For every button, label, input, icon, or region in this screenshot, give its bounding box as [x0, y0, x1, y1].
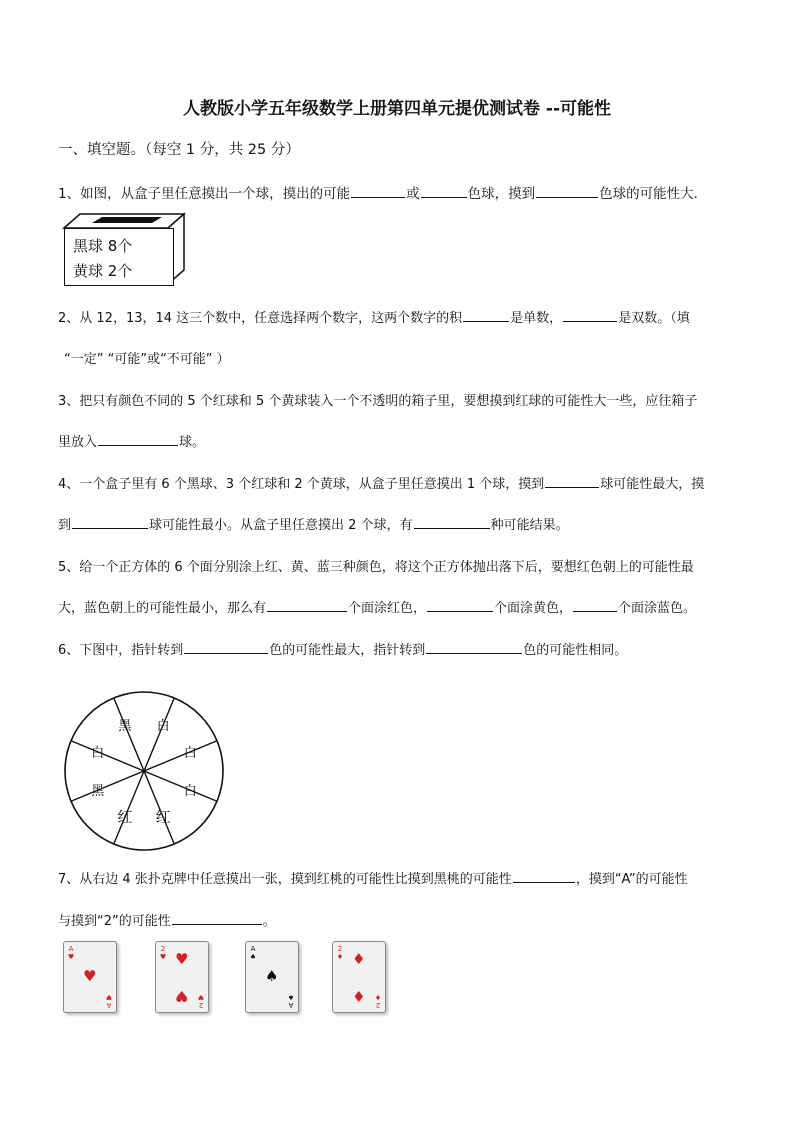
card-corner-bottom: 2 ♥ — [197, 993, 205, 1009]
spinner-sector-label: 白 — [91, 745, 105, 761]
card-corner-top: A ♥ — [67, 945, 75, 961]
spinner-sector-label: 黑 — [91, 784, 105, 800]
question-6 — [58, 639, 627, 658]
section-heading: 一、填空题。（每空 1 分，共 25 分） — [58, 142, 300, 158]
playing-card — [332, 941, 386, 1013]
q2-blank-1[interactable] — [463, 308, 509, 322]
q4-line2-prefix: 到 — [58, 518, 72, 533]
q1-suffix: 色球的可能性大. — [599, 186, 698, 202]
question-4-line-2 — [58, 514, 569, 533]
q1-blank-2[interactable] — [421, 184, 467, 198]
question-3-line-2 — [58, 431, 205, 450]
q7-blank-1[interactable] — [513, 869, 575, 883]
card-corner-bottom: A ♠ — [287, 993, 295, 1009]
q5-blank-2[interactable] — [427, 598, 493, 612]
q4-blank-2[interactable] — [72, 515, 148, 529]
q4-line2-mid: 球可能性最小。从盒子里任意摸出 2 个球，有 — [149, 518, 413, 533]
q4-prefix: 4、一个盒子里有 6 个黑球、3 个红球和 2 个黄球，从盒子里任意摸出 1 个球，摸到 — [58, 477, 545, 492]
q4-line2-suffix: 种可能结果。 — [490, 518, 569, 533]
question-5-line-1: 5、给一个正方体的 6 个面分别涂上红、黄、蓝三种颜色，将这个正方体抛出落下后，要想红色朝上的可能性最 — [58, 560, 694, 575]
q6-prefix: 6、下图中，指针转到 — [58, 643, 184, 658]
q2-prefix: 2、从 12，13，14 这三个数中，任意选择两个数字，这两个数字的积 — [58, 311, 463, 326]
q4-suffix-1: 球可能性最大，摸 — [600, 477, 705, 492]
question-7-line-2 — [58, 910, 276, 929]
q2-mid: 是单数， — [510, 311, 563, 326]
card-suit-pip: ♠ — [265, 967, 279, 985]
q5-prefix: 大，蓝色朝上的可能性最小，那么有 — [58, 601, 267, 616]
q4-blank-3[interactable] — [414, 515, 490, 529]
q6-suffix: 色的可能性相同。 — [523, 643, 628, 658]
q5-blank-1[interactable] — [267, 598, 347, 612]
card-suit-pip: ♥ — [175, 987, 189, 1005]
q2-blank-2[interactable] — [563, 308, 617, 322]
q6-blank-2[interactable] — [426, 640, 522, 654]
q6-mid: 色的可能性最大，指针转到 — [269, 643, 426, 658]
q7-blank-2[interactable] — [172, 911, 262, 925]
spinner-sector-label: 红 — [117, 808, 133, 827]
box-line-yellow: 黄球 2个 — [73, 262, 133, 280]
q3-prefix: 里放入 — [58, 435, 98, 450]
q5-blank-3[interactable] — [573, 598, 617, 612]
spinner-sector-label: 黑 — [118, 718, 132, 734]
card-corner-top: A ♠ — [249, 945, 257, 961]
q3-suffix: 球。 — [179, 435, 206, 450]
q1-mid2: 色球，摸到 — [467, 186, 536, 202]
q2-suffix: 是双数。（填 — [618, 311, 690, 326]
card-corner-top: 2 ♥ — [159, 945, 167, 961]
q5-mid2: 个面涂黄色， — [494, 601, 573, 616]
card-suit-pip: ♦ — [352, 950, 366, 968]
q7-line2-suffix: 。 — [262, 914, 276, 929]
question-1 — [58, 182, 698, 202]
spinner-sector-label: 白 — [156, 718, 170, 734]
q7-suffix-1: ，摸到“A”的可能性 — [575, 872, 688, 887]
page-title: 人教版小学五年级数学上册第四单元提优测试卷 --可能性 — [182, 99, 612, 119]
q3-blank[interactable] — [98, 432, 178, 446]
spinner-wheel — [62, 689, 226, 853]
q1-mid1: 或 — [406, 186, 420, 202]
q4-blank-1[interactable] — [545, 474, 599, 488]
spinner-sector-label: 白 — [183, 784, 197, 800]
question-2-line-1 — [58, 307, 690, 326]
box-front — [64, 228, 174, 286]
spinner-sector-label: 红 — [155, 808, 171, 827]
question-3-line-1: 3、把只有颜色不同的 5 个红球和 5 个黄球装入一个不透明的箱子里，要想摸到红球的可能性大一些，应往箱子 — [58, 394, 698, 409]
q1-prefix: 1、如图，从盒子里任意摸出一个球，摸出的可能 — [58, 186, 351, 202]
question-7-line-1 — [58, 868, 688, 887]
q7-line2-prefix: 与摸到“2”的可能性 — [58, 914, 171, 929]
playing-card — [245, 941, 299, 1013]
card-corner-bottom: A ♥ — [105, 993, 113, 1009]
q1-blank-1[interactable] — [351, 184, 405, 198]
card-suit-pip: ♦ — [352, 987, 366, 1005]
playing-card — [63, 941, 117, 1013]
card-suit-pip: ♥ — [83, 967, 97, 985]
card-corner-top: 2 ♦ — [336, 945, 344, 961]
box-line-black: 黑球 8个 — [73, 237, 133, 255]
card-suit-pip: ♥ — [175, 950, 189, 968]
spinner-sector-label: 白 — [183, 745, 197, 761]
q5-suffix: 个面涂蓝色。 — [618, 601, 697, 616]
q1-blank-3[interactable] — [536, 184, 598, 198]
playing-card — [155, 941, 209, 1013]
q5-mid1: 个面涂红色， — [348, 601, 427, 616]
card-corner-bottom: 2 ♦ — [374, 993, 382, 1009]
q7-prefix: 7、从右边 4 张扑克牌中任意摸出一张，摸到红桃的可能性比摸到黑桃的可能性 — [58, 872, 512, 887]
q6-blank-1[interactable] — [184, 640, 268, 654]
question-2-line-2: “一定” “可能”或“不可能” ） — [64, 352, 230, 367]
question-4-line-1 — [58, 473, 704, 492]
question-5-line-2 — [58, 597, 696, 616]
